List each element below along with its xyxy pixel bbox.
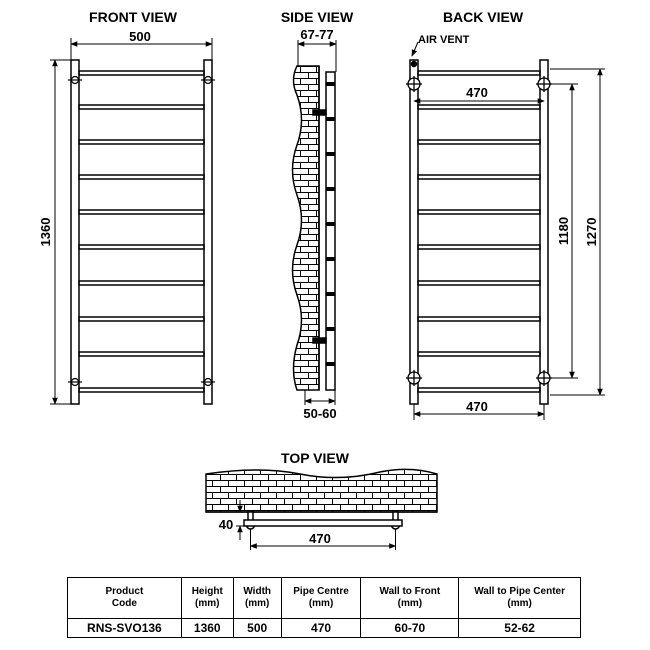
back-bottom-pipe-label: 470 xyxy=(466,399,488,414)
side-view xyxy=(293,66,336,390)
cell-height: 1360 xyxy=(181,619,233,638)
cell-wall-to-pipe-center: 52-62 xyxy=(459,619,581,638)
front-width-label: 500 xyxy=(129,29,151,44)
spec-data-row xyxy=(68,619,581,638)
front-height-dimension xyxy=(50,60,71,404)
back-rung xyxy=(418,105,540,109)
back-rung xyxy=(418,352,540,356)
front-left-rail xyxy=(71,60,79,404)
front-rung xyxy=(79,175,204,179)
front-brackets xyxy=(68,77,215,386)
side-top-label: 67-77 xyxy=(300,27,334,42)
cell-width: 500 xyxy=(233,619,281,638)
front-right-rail xyxy=(204,60,212,404)
front-height-label: 1360 xyxy=(38,217,53,247)
cell-product-code: RNS-SVO136 xyxy=(68,619,182,638)
header-width: Width (mm) xyxy=(233,578,281,619)
back-right-rail xyxy=(540,60,548,404)
cell-pipe-centre: 470 xyxy=(281,619,361,638)
back-rung xyxy=(418,317,540,321)
side-bottom-dimension xyxy=(305,390,335,405)
front-rung xyxy=(79,388,204,392)
side-bottom-label: 50-60 xyxy=(303,406,337,421)
back-left-rail xyxy=(410,60,418,404)
top-pipe-label: 470 xyxy=(309,531,331,546)
top-wall xyxy=(206,469,437,512)
back-rung xyxy=(418,175,540,179)
air-vent-label: AIR VENT xyxy=(418,34,470,46)
front-view-title: FRONT VIEW xyxy=(89,9,177,25)
top-view xyxy=(206,469,437,529)
header-wall-to-front: Wall to Front (mm) xyxy=(361,578,459,619)
front-rung xyxy=(79,245,204,249)
front-rung xyxy=(79,105,204,109)
front-rung xyxy=(79,281,204,285)
air-vent-icon xyxy=(412,62,417,67)
back-rung xyxy=(418,388,540,392)
header-pipe-centre: Pipe Centre (mm) xyxy=(281,578,361,619)
back-rungs xyxy=(418,71,540,392)
header-wall-to-pipe-center: Wall to Pipe Center (mm) xyxy=(459,578,581,619)
front-rung xyxy=(79,210,204,214)
side-view-title: SIDE VIEW xyxy=(280,9,354,25)
top-radiator-rail xyxy=(244,520,402,526)
spec-header-row xyxy=(68,578,581,619)
header-height: Height (mm) xyxy=(181,578,233,619)
spec-table xyxy=(67,577,581,638)
back-view xyxy=(406,60,552,404)
front-rung xyxy=(79,71,204,75)
cell-wall-to-front: 60-70 xyxy=(361,619,459,638)
front-rung xyxy=(79,317,204,321)
front-view xyxy=(68,60,215,404)
back-rung xyxy=(418,71,540,75)
front-rungs xyxy=(79,71,204,392)
back-outer-height-label: 1270 xyxy=(584,217,599,247)
top-view-title: TOP VIEW xyxy=(281,450,349,466)
back-rung xyxy=(418,281,540,285)
top-offset-label: 40 xyxy=(218,517,234,532)
back-top-pipe-label: 470 xyxy=(466,85,488,100)
back-brackets xyxy=(406,76,552,386)
back-rung xyxy=(418,140,540,144)
front-rung xyxy=(79,140,204,144)
back-rung xyxy=(418,245,540,249)
back-inner-height-label: 1180 xyxy=(556,216,571,246)
front-rung xyxy=(79,352,204,356)
header-product-code: Product Code xyxy=(68,578,182,619)
back-rung xyxy=(418,210,540,214)
back-view-title: BACK VIEW xyxy=(442,9,524,25)
